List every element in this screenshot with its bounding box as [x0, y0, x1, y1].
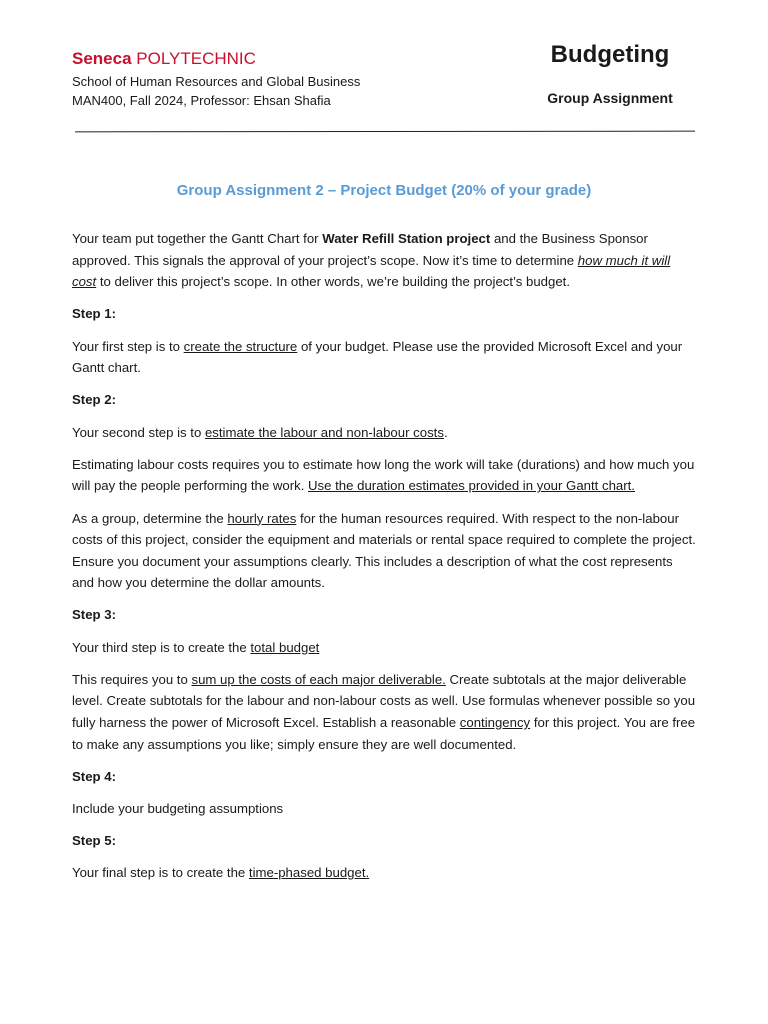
intro-paragraph: [72, 228, 696, 293]
step4-label: Step 4:: [72, 768, 116, 784]
brand-name-bold: Seneca: [72, 49, 132, 68]
step1-paragraph: [72, 336, 696, 379]
brand-logo: [72, 49, 256, 69]
step5-underline: time-phased budget.: [248, 865, 370, 881]
step3-p2-text-3: for this project. You are free to make any assumptions you like; simply ensure they are well documented.: [72, 715, 696, 752]
brand-name-rest: POLYTECHNIC: [136, 49, 256, 68]
step2-p3-text-1: As a group, determine the: [72, 510, 228, 526]
step2-paragraph-3: [72, 508, 696, 594]
intro-text-3: to deliver this project’s scope. In other words, we’re building the project’s budget.: [96, 274, 570, 290]
document-body: [72, 228, 696, 895]
step3-p2-text-2: Create subtotals at the major deliverable level. Create subtotals for the labour and non-labour costs as well. Use formulas whenever possible so you fully harness the power of Microsoft Excel. Establish a reasonable: [72, 671, 696, 731]
intro-text-2: and the Business Sponsor approved. This signals the approval of your project’s scope. Now it’s time to determine: [72, 231, 648, 268]
assignment-heading: Group Assignment 2 – Project Budget (20% of your grade): [176, 182, 592, 199]
step5-paragraph: [72, 862, 696, 884]
header-divider: [75, 131, 695, 133]
step1-text-1: Your first step is to: [72, 338, 184, 354]
intro-emphasis: how much it will cost: [72, 252, 671, 290]
step3-p2-underline-2: contingency: [459, 715, 531, 731]
course-info: MAN400, Fall 2024, Professor: Ehsan Shafia: [72, 93, 331, 108]
step2-label: Step 2:: [72, 392, 116, 408]
step3-paragraph: [72, 637, 696, 659]
step2-paragraph: [72, 422, 696, 444]
step4-paragraph: Include your budgeting assumptions: [72, 801, 284, 816]
step2-text-1: Your second step is to: [72, 424, 205, 440]
step2-underline: estimate the labour and non-labour costs: [204, 424, 444, 440]
step3-p2-underline-1: sum up the costs of each major deliverable.: [191, 671, 446, 687]
step3-label: Step 3:: [72, 607, 116, 623]
step2-text-2: .: [443, 424, 448, 440]
school-name: School of Human Resources and Global Business: [72, 74, 361, 89]
step5-text-1: Your final step is to create the: [72, 865, 249, 881]
step3-underline: total budget: [250, 639, 320, 655]
step1-underline: create the structure: [183, 338, 298, 354]
step1-label: Step 1:: [72, 306, 116, 322]
step2-p3-underline: hourly rates: [227, 510, 297, 526]
step2-paragraph-2: [72, 454, 696, 497]
step1-text-2: of your budget. Please use the provided Microsoft Excel and your Gantt chart.: [72, 338, 683, 376]
step2-p3-text-2: for the human resources required. With respect to the non-labour costs of this project, consider the equipment and materials or rental space required to complete the project. Ensure you document your assumptions clearly. This includes a description of what the cost represents and how you determine the dollar amounts.: [72, 510, 696, 591]
intro-project-name: Water Refill Station project: [322, 231, 491, 246]
intro-text-1: Your team put together the Gantt Chart for: [72, 231, 323, 246]
document-subtitle: Group Assignment: [547, 90, 673, 106]
step3-paragraph-2: [72, 669, 696, 755]
step5-label: Step 5:: [72, 833, 116, 849]
step3-p2-text-1: This requires you to: [72, 671, 192, 687]
step3-text-1: Your third step is to create the: [72, 639, 251, 655]
step2-p2-text: Estimating labour costs requires you to estimate how long the work will take (durations) and how much you will pay the people performing the work.: [72, 456, 695, 494]
step2-p2-underline: Use the duration estimates provided in your Gantt chart.: [308, 478, 635, 494]
document-title: Budgeting: [550, 41, 670, 68]
